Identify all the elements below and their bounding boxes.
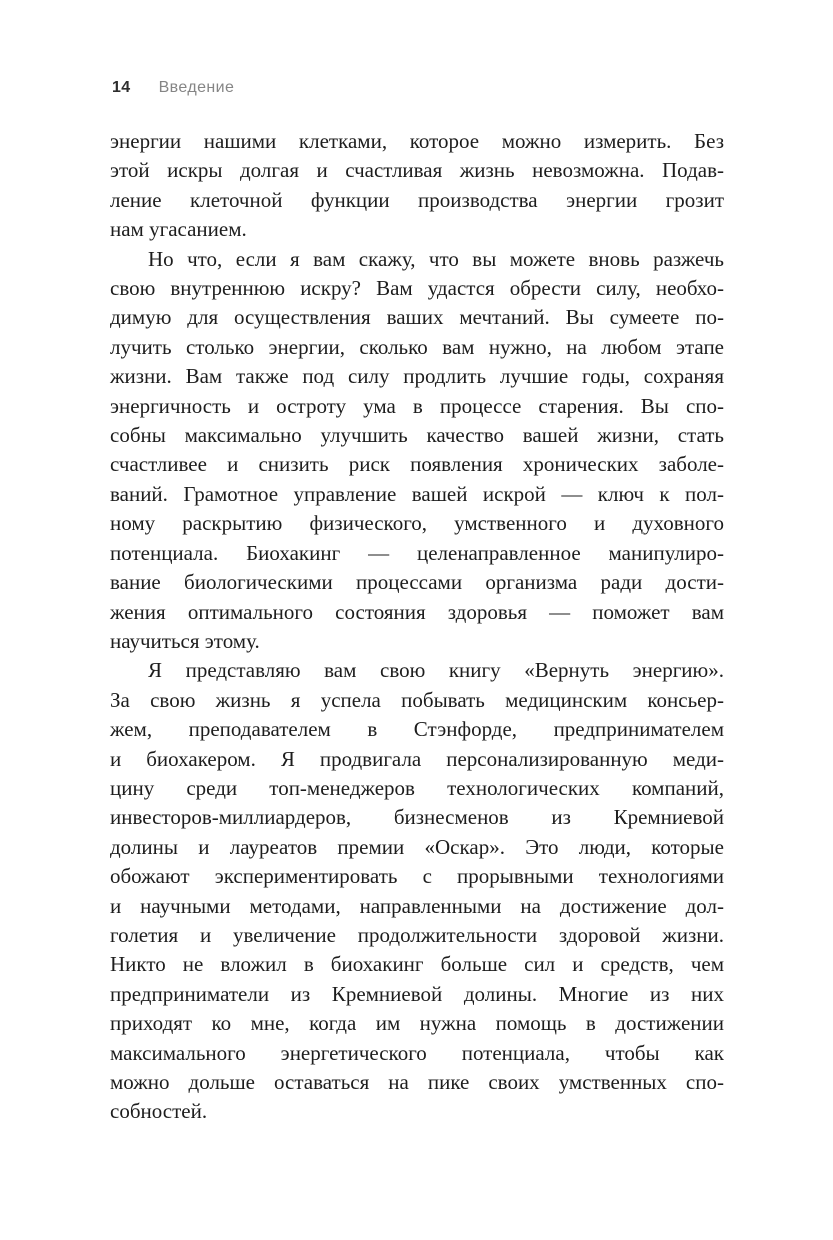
- text-line: потенциала. Биохакинг — целенаправленное манипулиро-: [110, 540, 724, 565]
- text-line: голетия и увеличение продолжительности здоровой жизни.: [110, 922, 724, 947]
- text-line: обожают экспериментировать с прорывными технологиями: [110, 864, 724, 889]
- text-line: Никто не вложил в биохакинг больше сил и средств, чем: [110, 952, 724, 977]
- paragraph: [110, 245, 724, 657]
- text-line: лучить столько энергии, сколько вам нужно, на любом этапе: [110, 334, 724, 359]
- text-line: свою внутреннюю искру? Вам удастся обрести силу, необхо-: [110, 276, 724, 301]
- running-header: [112, 80, 234, 96]
- text-line: счастливее и снизить риск появления хронических заболе-: [110, 452, 724, 477]
- text-line: Я представляю вам свою книгу «Вернуть энергию».: [148, 658, 724, 683]
- text-line: инвесторов-миллиардеров, бизнесменов из Кремниевой: [110, 805, 724, 830]
- text-line: энергичность и остроту ума в процессе старения. Вы спо-: [110, 393, 724, 418]
- section-title: Введение: [158, 79, 235, 96]
- text-line: можно дольше оставаться на пике своих умственных спо-: [110, 1070, 724, 1094]
- text-line: долины и лауреатов премии «Оскар». Это люди, которые: [110, 834, 724, 859]
- page-number: 14: [112, 79, 131, 96]
- book-text: [110, 127, 724, 1127]
- text-line: жения оптимального состояния здоровья — поможет вам: [110, 599, 724, 624]
- text-line: собностей.: [110, 1099, 208, 1124]
- text-line: нам угасанием.: [110, 217, 247, 242]
- text-line: и научными методами, направленными на достижение дол-: [110, 893, 724, 918]
- paragraph: [110, 127, 724, 245]
- text-line: жем, преподавателем в Стэнфорде, предпринимателем: [110, 717, 724, 742]
- text-line: димую для осуществления ваших мечтаний. Вы сумеете по-: [110, 305, 724, 330]
- text-line: и биохакером. Я продвигала персонализированную меди-: [110, 746, 724, 771]
- text-line: ление клеточной функции производства энергии грозит: [110, 187, 724, 212]
- text-line: собны максимально улучшить качество вашей жизни, стать: [110, 423, 724, 448]
- text-line: За свою жизнь я успела побывать медицинским консьер-: [110, 687, 724, 712]
- text-line: ваний. Грамотное управление вашей искрой — ключ к пол-: [110, 481, 724, 506]
- text-line: энергии нашими клетками, которое можно измерить. Без: [110, 129, 724, 153]
- text-line: жизни. Вам также под силу продлить лучшие годы, сохраняя: [110, 364, 724, 389]
- text-line: научиться этому.: [110, 628, 260, 653]
- text-line: ному раскрытию физического, умственного и духовного: [110, 511, 724, 536]
- text-line: предприниматели из Кремниевой долины. Многие из них: [110, 981, 724, 1006]
- text-line: приходят ко мне, когда им нужна помощь в достижении: [110, 1011, 724, 1036]
- text-line: Но что, если я вам скажу, что вы можете вновь разжечь: [148, 246, 724, 271]
- text-line: цину среди топ-менеджеров технологических компаний,: [110, 775, 724, 800]
- text-line: вание биологическими процессами организма ради дости-: [110, 570, 724, 595]
- paragraph: [110, 656, 724, 1127]
- text-line: этой искры долгая и счастливая жизнь невозможна. Подав-: [110, 158, 724, 183]
- text-line: максимального энергетического потенциала, чтобы как: [110, 1040, 724, 1065]
